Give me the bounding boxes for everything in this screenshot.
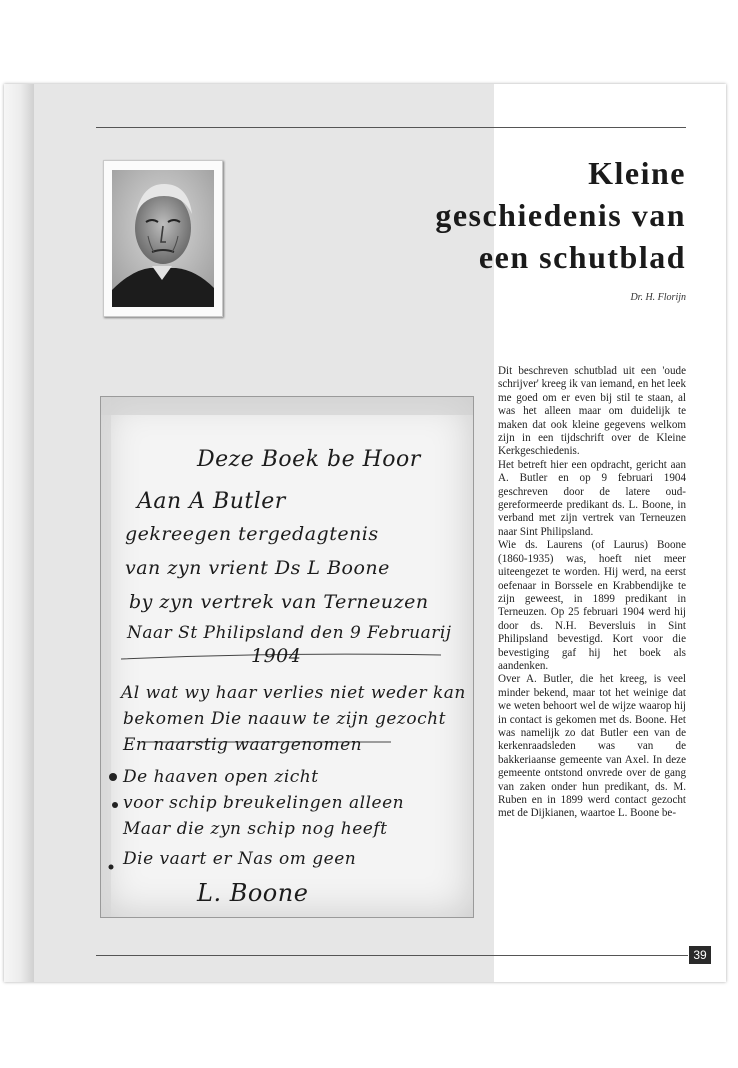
handwriting-line: Deze Boek be Hoor <box>197 447 421 472</box>
portrait-image <box>112 170 214 307</box>
handwriting-line: gekreegen tergedagtenis <box>125 523 379 545</box>
handwriting-line: bekomen Die naauw te zijn gezocht <box>123 709 446 729</box>
handwriting-line: Die vaart er Nas om geen <box>123 849 357 869</box>
handwriting-line: van zyn vrient Ds L Boone <box>125 557 390 579</box>
title-line-2: geschiedenis van <box>435 197 686 233</box>
portrait-photo <box>103 160 223 317</box>
article-title <box>266 152 686 278</box>
handwriting-line: voor schip breukelingen alleen <box>123 793 405 813</box>
handwriting-line: Al wat wy haar verlies niet weder kan <box>121 683 466 703</box>
title-line-1: Kleine <box>588 155 686 191</box>
page-number: 39 <box>689 946 711 964</box>
paragraph: Dit beschreven schutblad uit een 'oude schrijver' kreeg ik van iemand, en het leek me goed om er even bij stil te staan, al was het alleen maar om duidelijk te maken dat ook kleine gegevens welkom zijn in een tijdschrift over de Kleine Kerkgeschiedenis. <box>498 365 686 458</box>
handwriting-line: Aan A Butler <box>137 489 286 514</box>
article-body <box>498 365 686 821</box>
top-rule <box>96 127 686 128</box>
handwriting-line: De haaven open zicht <box>123 767 319 787</box>
bottom-rule <box>96 955 688 956</box>
handwriting-line: 1904 <box>251 645 302 667</box>
title-line-3: een schutblad <box>478 239 686 275</box>
paragraph: Wie ds. Laurens (of Laurus) Boone (1860-1935) was, hoeft niet meer uiteengezet te worden. Hij werd, na eerst oefenaar in Borssele en Krabbendijke te zijn geweest, in 1899 predikant in Terneuzen. Op 25 februari 1904 werd hij door ds. N.H. Beversluis in Sint Philipsland bevestigd. Kort voor die bevestiging gaf hij het boek als aandenken. <box>498 539 686 672</box>
handwriting-signature: L. Boone <box>197 879 309 907</box>
paragraph: Over A. Butler, die het kreeg, is veel minder bekend, maar tot het weinige dat we weten behoort wel de wijze waarop hij in contact is gekomen met ds. Boone. Het was namelijk zo dat Butler een van de kerkenraadsleden was van de bakkeriaanse gemeente van Axel. In deze gemeente ontstond onvrede over de gang van zaken onder hun predikant, ds. M. Ruben en in 1899 werd contact gezocht met de Dijkianen, waartoe L. Boone be- <box>498 673 686 820</box>
paragraph: Het betreft hier een opdracht, gericht aan A. Butler en op 9 februari 1904 geschreven door de latere oud-gereformeerde predikant ds. L. Boone, in verband met zijn vertrek van Terneuzen naar Sint Philipsland. <box>498 458 686 538</box>
page-binding <box>4 84 34 982</box>
handwriting-line: Naar St Philipsland den 9 Februarij <box>127 623 452 643</box>
handwriting-line: Maar die zyn schip nog heeft <box>123 819 388 839</box>
handwriting-line: by zyn vertrek van Terneuzen <box>129 591 429 613</box>
handwriting-line: En naarstig waargenomen <box>123 735 363 755</box>
article-author: Dr. H. Florijn <box>630 292 686 303</box>
handwritten-flyleaf-image <box>100 396 474 918</box>
